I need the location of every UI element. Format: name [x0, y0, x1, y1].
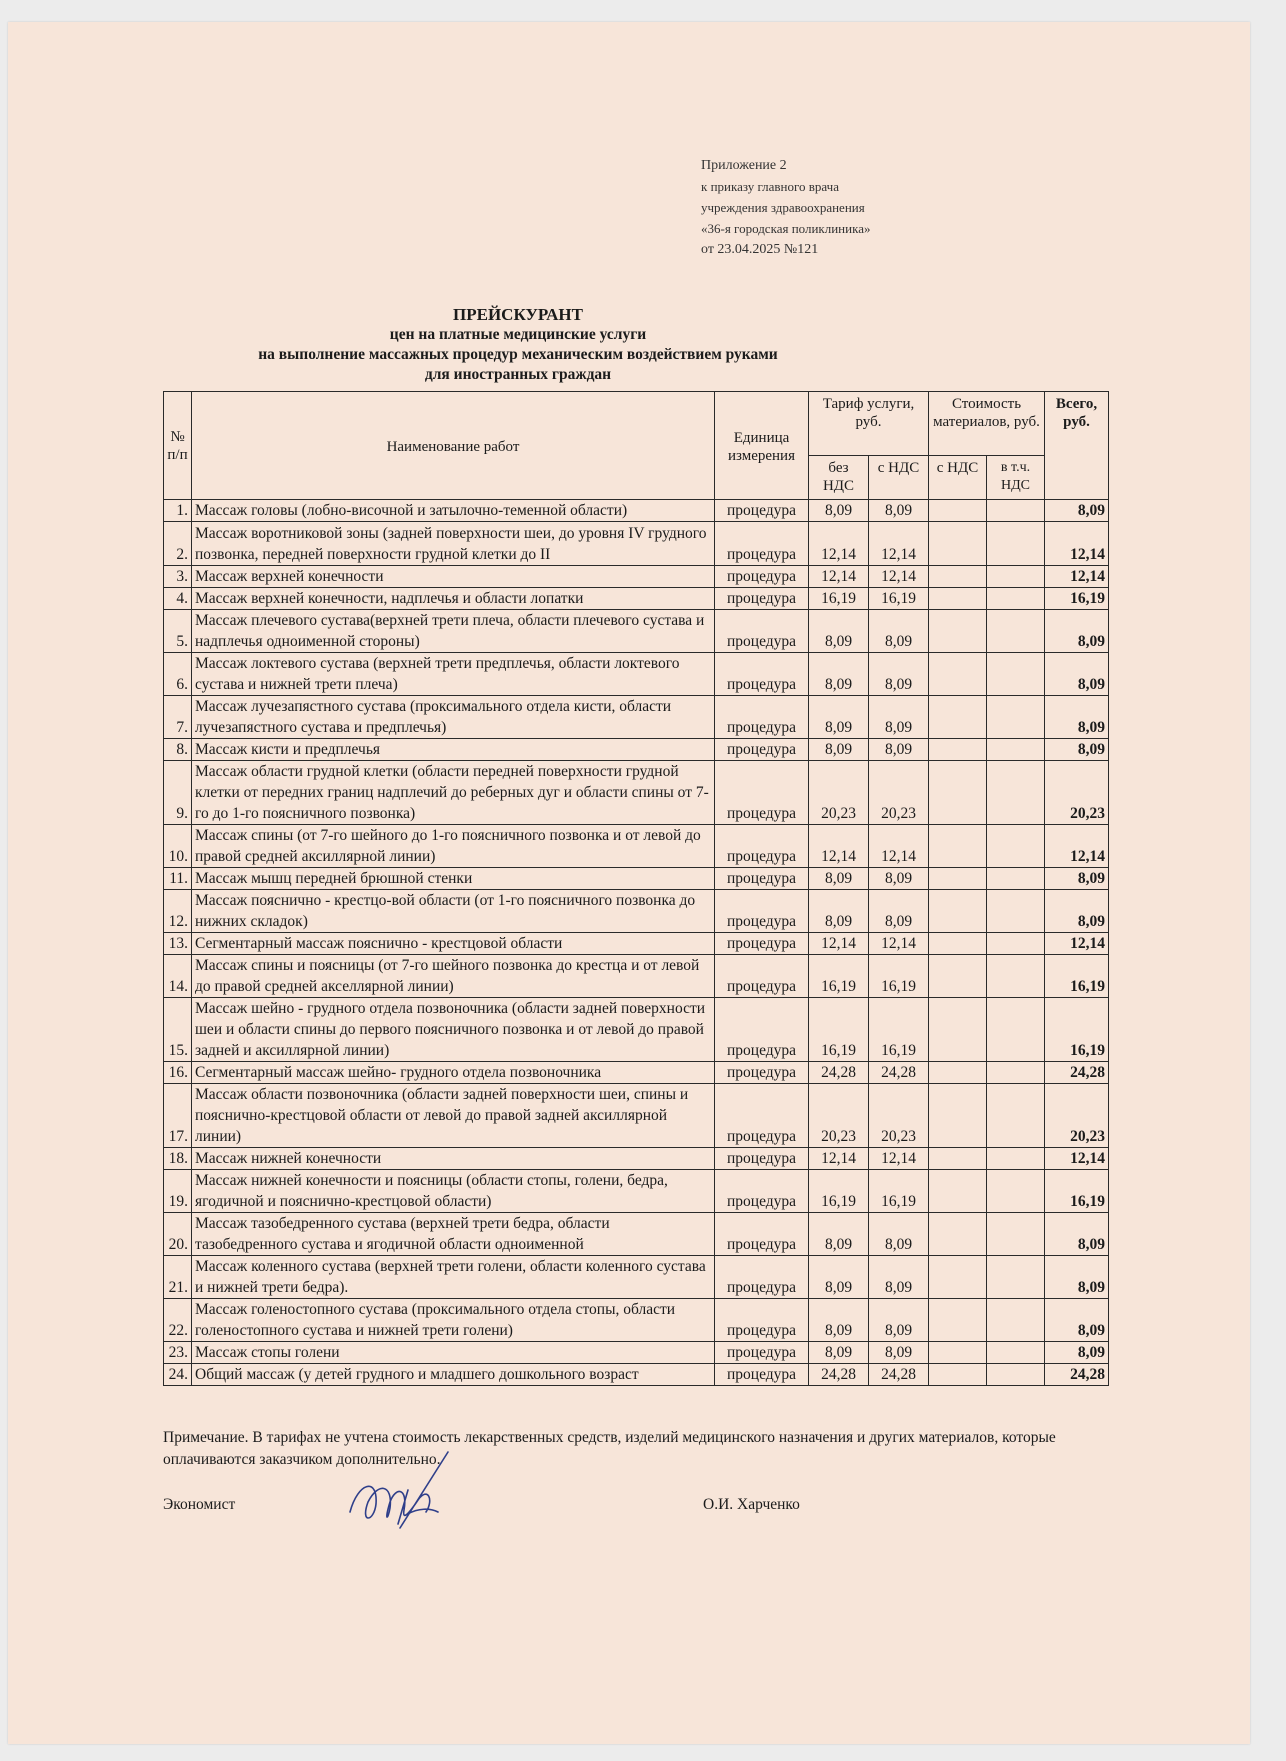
row-tariff-without-vat: 8,09	[809, 739, 869, 761]
header-total: Всего, руб.	[1045, 392, 1109, 500]
row-tariff-without-vat: 16,19	[809, 998, 869, 1062]
row-materials-with-vat	[929, 1364, 987, 1386]
row-unit: процедура	[715, 998, 809, 1062]
row-service-name: Массаж верхней конечности	[192, 566, 715, 588]
row-unit: процедура	[715, 1148, 809, 1170]
row-materials-incl-vat	[987, 868, 1045, 890]
row-tariff-without-vat: 16,19	[809, 955, 869, 998]
row-unit: процедура	[715, 1342, 809, 1364]
table-row	[164, 1084, 1109, 1148]
header-materials-with-vat: с НДС	[929, 456, 987, 500]
row-materials-with-vat	[929, 1342, 987, 1364]
row-materials-incl-vat	[987, 1256, 1045, 1299]
row-service-name: Массаж области позвоночника (области задней поверхности шеи, спины и пояснично-крестцовой области от левой до правой задней аксиллярной линии)	[192, 1084, 715, 1148]
row-total: 8,09	[1045, 868, 1109, 890]
row-unit: процедура	[715, 522, 809, 566]
heading-line-1: цен на платные медицинские услуги	[389, 326, 647, 343]
row-tariff-with-vat: 8,09	[869, 890, 929, 933]
row-number: 5.	[164, 610, 192, 653]
row-service-name: Массаж мышц передней брюшной стенки	[192, 868, 715, 890]
row-tariff-with-vat: 8,09	[869, 500, 929, 522]
row-total: 8,09	[1045, 696, 1109, 739]
row-number: 13.	[164, 933, 192, 955]
row-tariff-without-vat: 8,09	[809, 500, 869, 522]
row-number: 23.	[164, 1342, 192, 1364]
row-number: 19.	[164, 1170, 192, 1213]
row-tariff-without-vat: 12,14	[809, 522, 869, 566]
table-row	[164, 933, 1109, 955]
row-total: 8,09	[1045, 500, 1109, 522]
heading-line-2: на выполнение массажных процедур механическим воздействием руками	[258, 346, 778, 363]
row-number: 16.	[164, 1062, 192, 1084]
row-materials-with-vat	[929, 739, 987, 761]
row-materials-with-vat	[929, 588, 987, 610]
row-number: 17.	[164, 1084, 192, 1148]
table-row	[164, 825, 1109, 868]
row-unit: процедура	[715, 566, 809, 588]
row-materials-with-vat	[929, 868, 987, 890]
row-number: 14.	[164, 955, 192, 998]
appendix-line-3: «36-я городская поликлиника»	[701, 221, 871, 236]
signer-name: О.И. Харченко	[703, 1496, 800, 1513]
table-row	[164, 868, 1109, 890]
row-materials-with-vat	[929, 1062, 987, 1084]
header-tariff-with-vat: с НДС	[869, 456, 929, 500]
table-row	[164, 500, 1109, 522]
row-unit: процедура	[715, 890, 809, 933]
appendix-block	[701, 155, 871, 260]
row-tariff-without-vat: 12,14	[809, 933, 869, 955]
row-materials-incl-vat	[987, 1062, 1045, 1084]
row-materials-incl-vat	[987, 696, 1045, 739]
row-total: 16,19	[1045, 588, 1109, 610]
table-row	[164, 522, 1109, 566]
row-service-name: Массаж области грудной клетки (области передней поверхности грудной клетки от передних границ надплечий до реберных дуг и области спины от 7-го до 1-го поясничного позвонка)	[192, 761, 715, 825]
row-materials-incl-vat	[987, 1299, 1045, 1342]
row-service-name: Сегментарный массаж пояснично - крестцовой области	[192, 933, 715, 955]
document-heading	[158, 305, 878, 385]
row-tariff-with-vat: 8,09	[869, 1213, 929, 1256]
row-tariff-with-vat: 8,09	[869, 868, 929, 890]
appendix-line-2: учреждения здравоохранения	[701, 200, 865, 215]
row-materials-with-vat	[929, 998, 987, 1062]
row-total: 24,28	[1045, 1364, 1109, 1386]
row-tariff-without-vat: 24,28	[809, 1364, 869, 1386]
row-service-name: Массаж стопы голени	[192, 1342, 715, 1364]
table-row	[164, 653, 1109, 696]
row-tariff-with-vat: 8,09	[869, 610, 929, 653]
row-unit: процедура	[715, 868, 809, 890]
row-unit: процедура	[715, 1062, 809, 1084]
row-number: 11.	[164, 868, 192, 890]
row-number: 1.	[164, 500, 192, 522]
row-number: 8.	[164, 739, 192, 761]
row-materials-incl-vat	[987, 998, 1045, 1062]
row-total: 12,14	[1045, 566, 1109, 588]
row-unit: процедура	[715, 761, 809, 825]
header-tariff-without-vat: без НДС	[809, 456, 869, 500]
row-service-name: Массаж коленного сустава (верхней трети голени, области коленного сустава и нижней трети бедра).	[192, 1256, 715, 1299]
row-tariff-without-vat: 8,09	[809, 890, 869, 933]
row-number: 7.	[164, 696, 192, 739]
row-tariff-with-vat: 8,09	[869, 653, 929, 696]
row-number: 6.	[164, 653, 192, 696]
row-tariff-without-vat: 16,19	[809, 1170, 869, 1213]
row-total: 12,14	[1045, 825, 1109, 868]
row-materials-with-vat	[929, 1256, 987, 1299]
row-tariff-without-vat: 8,09	[809, 1256, 869, 1299]
appendix-line-1: к приказу главного врача	[701, 179, 839, 194]
row-number: 10.	[164, 825, 192, 868]
header-unit: Единица измерения	[715, 392, 809, 500]
row-service-name: Массаж воротниковой зоны (задней поверхности шеи, до уровня IV грудного позвонка, передней поверхности грудной клетки до II	[192, 522, 715, 566]
row-number: 12.	[164, 890, 192, 933]
header-tariff: Тариф услуги, руб.	[809, 392, 929, 456]
signer-role: Экономист	[163, 1496, 236, 1513]
row-materials-with-vat	[929, 500, 987, 522]
row-unit: процедура	[715, 955, 809, 998]
table-row	[164, 1342, 1109, 1364]
row-materials-incl-vat	[987, 1084, 1045, 1148]
row-service-name: Массаж голеностопного сустава (проксимального отдела стопы, области голеностопного сустава и нижней трети голени)	[192, 1299, 715, 1342]
row-tariff-with-vat: 8,09	[869, 696, 929, 739]
row-tariff-with-vat: 8,09	[869, 1299, 929, 1342]
row-service-name: Массаж кисти и предплечья	[192, 739, 715, 761]
row-service-name: Массаж тазобедренного сустава (верхней трети бедра, области тазобедренного сустава и ягодичной области одноименной	[192, 1213, 715, 1256]
heading-line-3: для иностранных граждан	[424, 366, 612, 383]
row-materials-with-vat	[929, 1213, 987, 1256]
row-total: 20,23	[1045, 1084, 1109, 1148]
price-table	[163, 391, 1109, 1386]
row-tariff-with-vat: 12,14	[869, 522, 929, 566]
row-tariff-without-vat: 20,23	[809, 1084, 869, 1148]
row-materials-with-vat	[929, 761, 987, 825]
row-materials-incl-vat	[987, 933, 1045, 955]
row-number: 24.	[164, 1364, 192, 1386]
appendix-title: Приложение 2	[701, 158, 787, 173]
row-materials-incl-vat	[987, 566, 1045, 588]
row-service-name: Массаж шейно - грудного отдела позвоночника (области задней поверхности шеи и области спины до первого поясничного позвонка и от левой до правой задней и аксиллярной линии)	[192, 998, 715, 1062]
table-row	[164, 1364, 1109, 1386]
row-unit: процедура	[715, 739, 809, 761]
row-total: 12,14	[1045, 522, 1109, 566]
row-materials-incl-vat	[987, 522, 1045, 566]
table-row	[164, 1256, 1109, 1299]
row-materials-with-vat	[929, 1148, 987, 1170]
row-materials-incl-vat	[987, 1342, 1045, 1364]
row-service-name: Массаж нижней конечности	[192, 1148, 715, 1170]
row-number: 18.	[164, 1148, 192, 1170]
table-row	[164, 890, 1109, 933]
row-tariff-with-vat: 20,23	[869, 1084, 929, 1148]
row-materials-incl-vat	[987, 610, 1045, 653]
row-materials-incl-vat	[987, 1364, 1045, 1386]
table-row	[164, 588, 1109, 610]
header-num: № п/п	[164, 392, 192, 500]
row-unit: процедура	[715, 653, 809, 696]
table-row	[164, 1213, 1109, 1256]
row-materials-with-vat	[929, 522, 987, 566]
row-materials-incl-vat	[987, 739, 1045, 761]
row-unit: процедура	[715, 1364, 809, 1386]
row-materials-incl-vat	[987, 890, 1045, 933]
row-materials-with-vat	[929, 566, 987, 588]
row-total: 16,19	[1045, 998, 1109, 1062]
row-total: 8,09	[1045, 610, 1109, 653]
row-unit: процедура	[715, 610, 809, 653]
row-tariff-with-vat: 12,14	[869, 933, 929, 955]
document-page	[8, 22, 1250, 1744]
row-total: 8,09	[1045, 890, 1109, 933]
row-tariff-without-vat: 8,09	[809, 868, 869, 890]
row-service-name: Массаж плечевого сустава(верхней трети плеча, области плечевого сустава и надплечья одноименной стороны)	[192, 610, 715, 653]
row-tariff-with-vat: 16,19	[869, 588, 929, 610]
row-tariff-with-vat: 8,09	[869, 739, 929, 761]
footnote: Примечание. В тарифах не учтена стоимость лекарственных средств, изделий медицинского назначения и других материалов, которые оплачиваются заказчиком дополнительно.	[163, 1429, 1056, 1468]
row-unit: процедура	[715, 588, 809, 610]
table-row	[164, 955, 1109, 998]
appendix-date: от 23.04.2025 №121	[701, 242, 819, 257]
row-tariff-with-vat: 8,09	[869, 1256, 929, 1299]
row-number: 20.	[164, 1213, 192, 1256]
row-service-name: Сегментарный массаж шейно- грудного отдела позвоночника	[192, 1062, 715, 1084]
header-name: Наименование работ	[192, 392, 715, 500]
row-materials-incl-vat	[987, 955, 1045, 998]
row-service-name: Массаж лучезапястного сустава (проксимального отдела кисти, области лучезапястного сустава и предплечья)	[192, 696, 715, 739]
row-total: 8,09	[1045, 1342, 1109, 1364]
row-total: 16,19	[1045, 1170, 1109, 1213]
row-materials-with-vat	[929, 1170, 987, 1213]
row-total: 8,09	[1045, 1256, 1109, 1299]
row-number: 21.	[164, 1256, 192, 1299]
row-tariff-with-vat: 8,09	[869, 1342, 929, 1364]
row-tariff-with-vat: 12,14	[869, 1148, 929, 1170]
row-materials-incl-vat	[987, 1170, 1045, 1213]
row-tariff-with-vat: 12,14	[869, 566, 929, 588]
row-total: 12,14	[1045, 933, 1109, 955]
table-row	[164, 998, 1109, 1062]
row-materials-incl-vat	[987, 500, 1045, 522]
row-materials-with-vat	[929, 890, 987, 933]
row-tariff-without-vat: 8,09	[809, 653, 869, 696]
row-unit: процедура	[715, 696, 809, 739]
row-materials-with-vat	[929, 933, 987, 955]
document-title: ПРЕЙСКУРАНТ	[453, 305, 583, 324]
row-number: 15.	[164, 998, 192, 1062]
row-tariff-with-vat: 20,23	[869, 761, 929, 825]
row-service-name: Массаж спины (от 7-го шейного до 1-го поясничного позвонка и от левой до правой средней аксиллярной линии)	[192, 825, 715, 868]
row-service-name: Массаж головы (лобно-височной и затылочно-теменной области)	[192, 500, 715, 522]
row-number: 9.	[164, 761, 192, 825]
row-tariff-without-vat: 8,09	[809, 1299, 869, 1342]
row-tariff-without-vat: 12,14	[809, 1148, 869, 1170]
row-tariff-with-vat: 24,28	[869, 1062, 929, 1084]
row-materials-incl-vat	[987, 653, 1045, 696]
header-materials: Стоимость материалов, руб.	[929, 392, 1045, 456]
row-materials-with-vat	[929, 955, 987, 998]
row-unit: процедура	[715, 1256, 809, 1299]
table-row	[164, 761, 1109, 825]
row-total: 8,09	[1045, 1299, 1109, 1342]
row-service-name: Массаж нижней конечности и поясницы (области стопы, голени, бедра, ягодичной и пояснично-крестцовой области)	[192, 1170, 715, 1213]
row-service-name: Массаж пояснично - крестцо-вой области (от 1-го поясничного позвонка до нижних складок)	[192, 890, 715, 933]
row-tariff-with-vat: 16,19	[869, 1170, 929, 1213]
row-unit: процедура	[715, 1084, 809, 1148]
row-total: 8,09	[1045, 739, 1109, 761]
table-row	[164, 1299, 1109, 1342]
row-total: 24,28	[1045, 1062, 1109, 1084]
row-tariff-without-vat: 8,09	[809, 696, 869, 739]
table-row	[164, 696, 1109, 739]
row-materials-with-vat	[929, 1299, 987, 1342]
table-row	[164, 1148, 1109, 1170]
row-unit: процедура	[715, 1299, 809, 1342]
row-materials-with-vat	[929, 696, 987, 739]
row-tariff-without-vat: 20,23	[809, 761, 869, 825]
row-materials-with-vat	[929, 1084, 987, 1148]
row-tariff-with-vat: 24,28	[869, 1364, 929, 1386]
row-materials-with-vat	[929, 610, 987, 653]
table-row	[164, 610, 1109, 653]
row-tariff-with-vat: 12,14	[869, 825, 929, 868]
row-materials-incl-vat	[987, 761, 1045, 825]
row-total: 12,14	[1045, 1148, 1109, 1170]
row-total: 8,09	[1045, 653, 1109, 696]
row-materials-incl-vat	[987, 1213, 1045, 1256]
row-service-name: Массаж спины и поясницы (от 7-го шейного позвонка до крестца и от левой до правой средней акселлярной линии)	[192, 955, 715, 998]
row-unit: процедура	[715, 1170, 809, 1213]
row-materials-with-vat	[929, 653, 987, 696]
table-row	[164, 1170, 1109, 1213]
row-total: 16,19	[1045, 955, 1109, 998]
table-row	[164, 1062, 1109, 1084]
row-service-name: Массаж верхней конечности, надплечья и области лопатки	[192, 588, 715, 610]
row-number: 2.	[164, 522, 192, 566]
row-unit: процедура	[715, 825, 809, 868]
row-tariff-without-vat: 12,14	[809, 825, 869, 868]
table-row	[164, 566, 1109, 588]
row-materials-with-vat	[929, 825, 987, 868]
table-row	[164, 739, 1109, 761]
row-tariff-without-vat: 24,28	[809, 1062, 869, 1084]
row-unit: процедура	[715, 1213, 809, 1256]
row-service-name: Массаж локтевого сустава (верхней трети предплечья, области локтевого сустава и нижней трети плеча)	[192, 653, 715, 696]
row-tariff-without-vat: 12,14	[809, 566, 869, 588]
row-total: 20,23	[1045, 761, 1109, 825]
row-materials-incl-vat	[987, 825, 1045, 868]
header-materials-incl-vat: в т.ч. НДС	[987, 456, 1045, 500]
row-tariff-without-vat: 8,09	[809, 1342, 869, 1364]
row-tariff-without-vat: 16,19	[809, 588, 869, 610]
row-unit: процедура	[715, 500, 809, 522]
row-service-name: Общий массаж (у детей грудного и младшего дошкольного возраст	[192, 1364, 715, 1386]
row-materials-incl-vat	[987, 588, 1045, 610]
row-number: 3.	[164, 566, 192, 588]
row-total: 8,09	[1045, 1213, 1109, 1256]
row-tariff-without-vat: 8,09	[809, 1213, 869, 1256]
row-materials-incl-vat	[987, 1148, 1045, 1170]
row-tariff-without-vat: 8,09	[809, 610, 869, 653]
row-tariff-with-vat: 16,19	[869, 998, 929, 1062]
row-unit: процедура	[715, 933, 809, 955]
row-number: 4.	[164, 588, 192, 610]
handwritten-signature	[338, 1442, 478, 1542]
row-number: 22.	[164, 1299, 192, 1342]
row-tariff-with-vat: 16,19	[869, 955, 929, 998]
